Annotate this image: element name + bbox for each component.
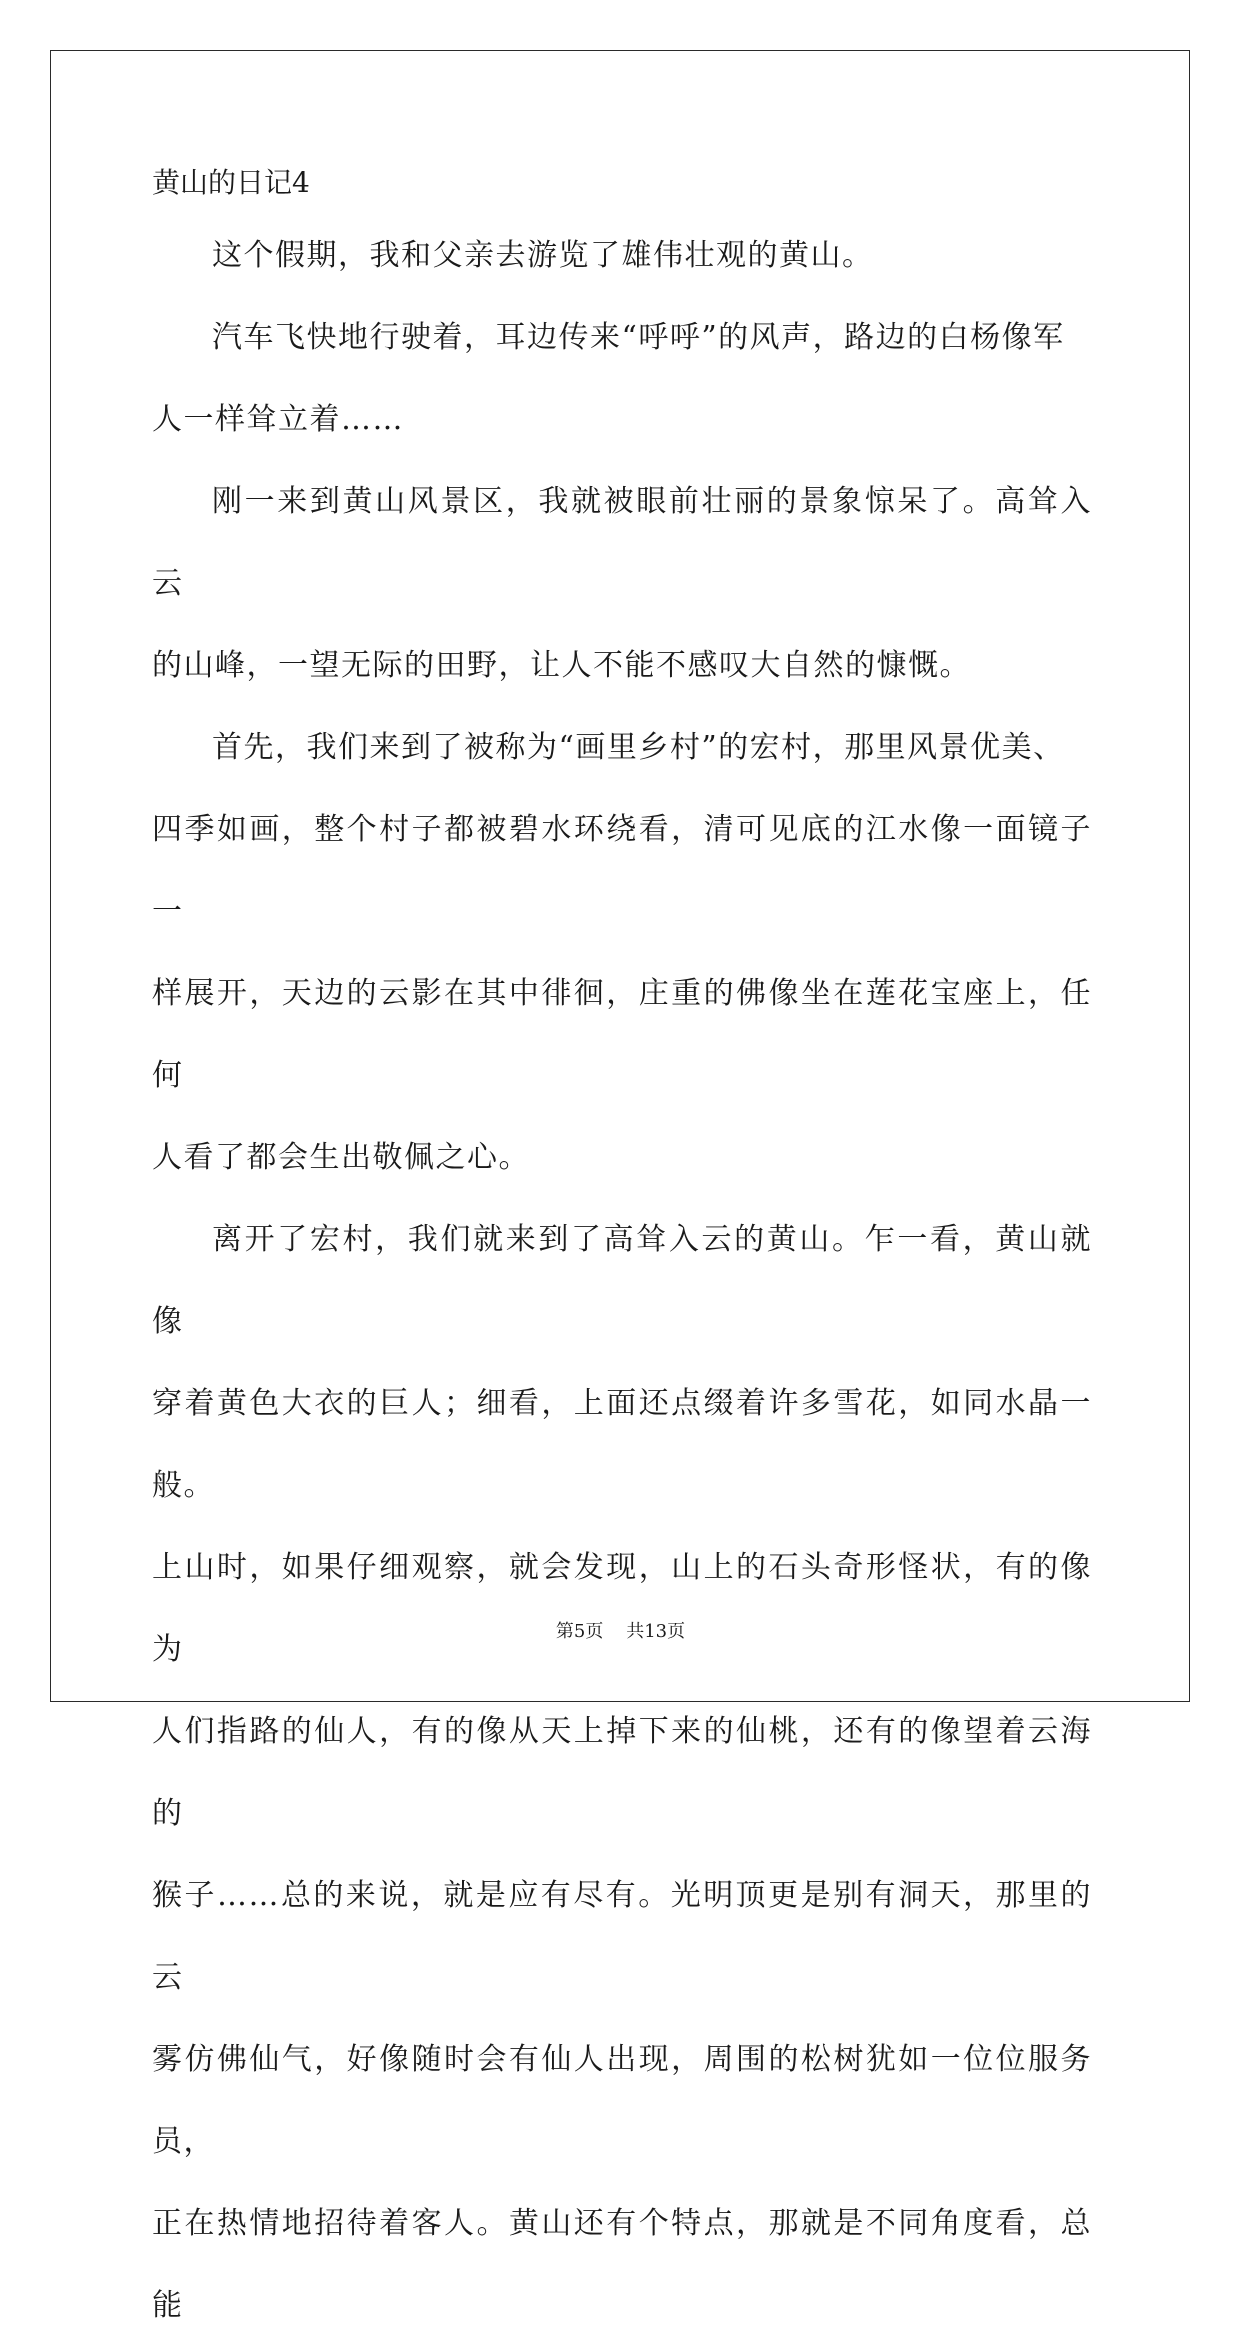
paragraph-line: 上山时，如果仔细观察，就会发现，山上的石头奇形怪状，有的像为	[152, 1550, 1092, 1667]
document-body	[152, 165, 1092, 2347]
paragraph-5	[152, 1199, 1092, 2347]
paragraph-line: 首先，我们来到了被称为“画里乡村”的宏村，那里风景优美、	[212, 730, 1065, 765]
paragraph-line: 这个假期，我和父亲去游览了雄伟壮观的黄山。	[212, 238, 874, 273]
paragraph-line: 样展开，天边的云影在其中徘徊，庄重的佛像坐在莲花宝座上，任何	[152, 976, 1092, 1093]
paragraph-line: 的山峰，一望无际的田野，让人不能不感叹大自然的慷慨。	[152, 648, 971, 683]
paragraph-4	[152, 707, 1092, 1199]
paragraph-line: 人们指路的仙人，有的像从天上掉下来的仙桃，还有的像望着云海的	[152, 1714, 1092, 1831]
paragraph-line: 雾仿佛仙气，好像随时会有仙人出现，周围的松树犹如一位位服务员，	[152, 2042, 1092, 2159]
paragraph-line: 汽车飞快地行驶着，耳边传来“呼呼”的风声，路边的白杨像军	[212, 320, 1065, 355]
paragraph-line: 猴子……总的来说，就是应有尽有。光明顶更是别有洞天，那里的云	[152, 1878, 1092, 1995]
paragraph-line: 正在热情地招待着客人。黄山还有个特点，那就是不同角度看，总能	[152, 2206, 1092, 2323]
paragraph-line: 人一样耸立着……	[152, 402, 404, 437]
paragraph-3	[152, 461, 1092, 707]
page-number: 第5页	[555, 1621, 604, 1642]
paragraph-1	[152, 215, 1092, 297]
paragraph-line: 四季如画，整个村子都被碧水环绕看，清可见底的江水像一面镜子一	[152, 812, 1092, 929]
paragraph-2	[152, 297, 1092, 461]
page-footer	[0, 1620, 1241, 1644]
document-title: 黄山的日记4	[152, 166, 310, 199]
paragraph-line: 人看了都会生出敬佩之心。	[152, 1140, 530, 1175]
page-total: 共13页	[626, 1621, 686, 1642]
paragraph-line: 刚一来到黄山风景区，我就被眼前壮丽的景象惊呆了。高耸入云	[152, 484, 1092, 601]
footer-spacer	[603, 1621, 626, 1642]
paragraph-line: 离开了宏村，我们就来到了高耸入云的黄山。乍一看，黄山就像	[152, 1222, 1092, 1339]
paragraph-line: 穿着黄色大衣的巨人；细看，上面还点缀着许多雪花，如同水晶一般。	[152, 1386, 1092, 1503]
